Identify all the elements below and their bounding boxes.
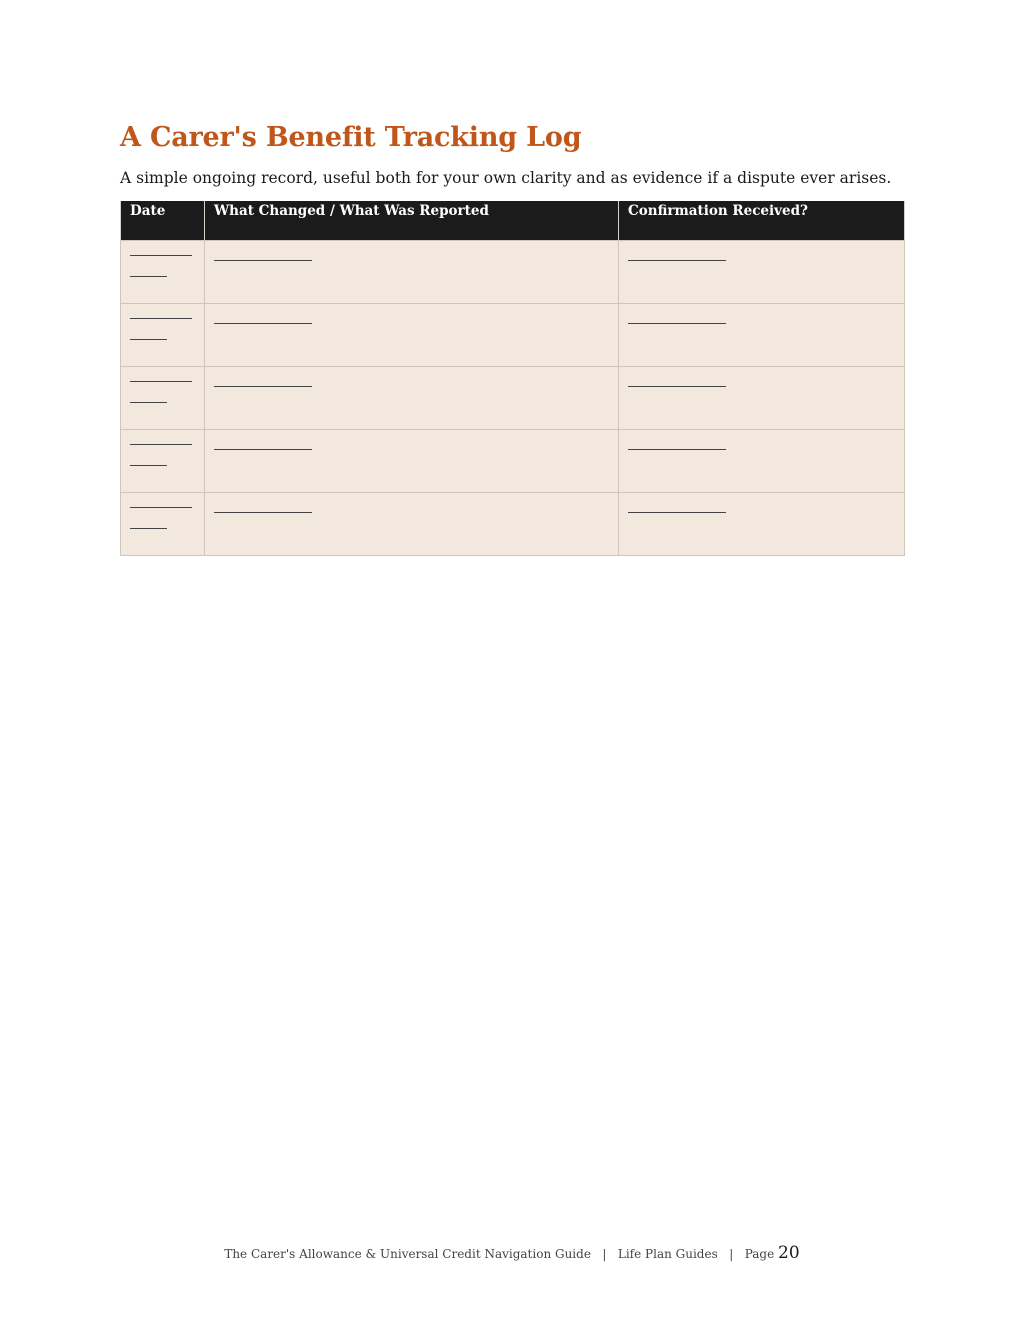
blank-line <box>628 252 726 261</box>
confirmation-cell[interactable] <box>619 430 905 493</box>
blank-line <box>214 378 312 387</box>
blank-line <box>130 373 192 382</box>
what-changed-cell[interactable] <box>205 304 619 367</box>
confirmation-cell[interactable] <box>619 304 905 367</box>
confirmation-cell[interactable] <box>619 367 905 430</box>
blank-line <box>214 441 312 450</box>
confirmation-cell[interactable] <box>619 493 905 556</box>
blank-line <box>628 378 726 387</box>
what-changed-cell[interactable] <box>205 367 619 430</box>
blank-line <box>130 457 167 466</box>
column-header-confirmation: Confirmation Received? <box>619 201 905 241</box>
table-row <box>121 241 905 304</box>
page-title: A Carer's Benefit Tracking Log <box>120 122 582 153</box>
column-header-date: Date <box>121 201 205 241</box>
blank-line <box>130 268 167 277</box>
table-row <box>121 367 905 430</box>
footer-publisher: Life Plan Guides <box>617 1247 718 1261</box>
tracking-log-table <box>120 201 905 556</box>
blank-line <box>214 252 312 261</box>
blank-line <box>130 310 192 319</box>
date-cell[interactable] <box>121 304 205 367</box>
footer-separator: | <box>729 1247 734 1261</box>
blank-line <box>214 504 312 513</box>
footer-page-label: Page <box>744 1247 775 1261</box>
page-footer <box>0 1243 1024 1263</box>
table-row <box>121 304 905 367</box>
blank-line <box>628 315 726 324</box>
blank-line <box>130 331 167 340</box>
footer-separator: | <box>602 1247 607 1261</box>
blank-line <box>130 394 167 403</box>
table-header-row <box>121 201 905 241</box>
blank-line <box>130 520 167 529</box>
blank-line <box>130 247 192 256</box>
intro-paragraph: A simple ongoing record, useful both for your own clarity and as evidence if a dispute ever arises. <box>120 169 892 187</box>
blank-line <box>130 436 192 445</box>
date-cell[interactable] <box>121 367 205 430</box>
what-changed-cell[interactable] <box>205 493 619 556</box>
what-changed-cell[interactable] <box>205 241 619 304</box>
what-changed-cell[interactable] <box>205 430 619 493</box>
date-cell[interactable] <box>121 493 205 556</box>
date-cell[interactable] <box>121 430 205 493</box>
table-row <box>121 493 905 556</box>
table-row <box>121 430 905 493</box>
confirmation-cell[interactable] <box>619 241 905 304</box>
footer-page-number: 20 <box>778 1243 800 1263</box>
footer-guide-title: The Carer's Allowance & Universal Credit Navigation Guide <box>224 1247 591 1261</box>
blank-line <box>628 504 726 513</box>
blank-line <box>130 499 192 508</box>
column-header-what-changed: What Changed / What Was Reported <box>205 201 619 241</box>
date-cell[interactable] <box>121 241 205 304</box>
blank-line <box>628 441 726 450</box>
blank-line <box>214 315 312 324</box>
